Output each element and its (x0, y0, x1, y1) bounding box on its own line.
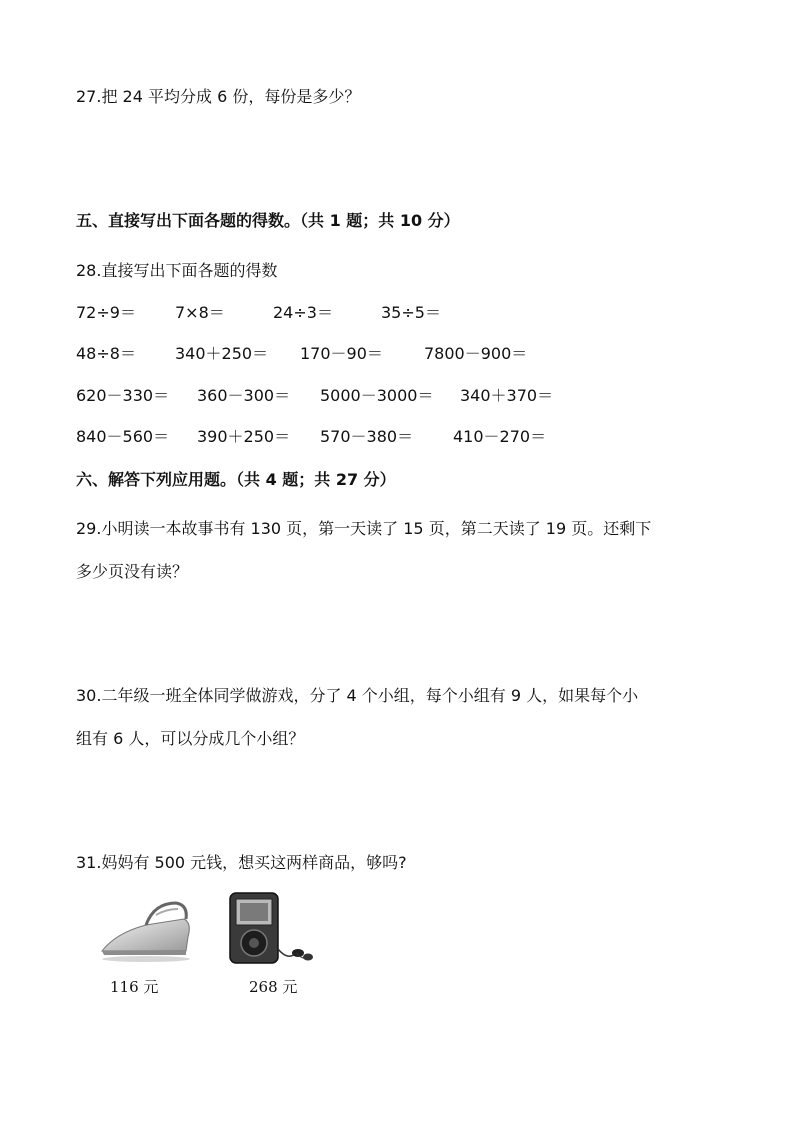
section-6-heading: 六、解答下列应用题。（共 4 题；共 27 分） (76, 470, 396, 489)
calc-item: 48÷8＝ (76, 344, 136, 363)
calc-item: 340＋370＝ (460, 386, 554, 405)
question-30-line-1: 30.二年级一班全体同学做游戏，分了 4 个小组，每个小组有 9 人，如果每个小 (76, 686, 639, 705)
mp3-player-price: 268 元 (249, 978, 298, 996)
calc-item: 5000－3000＝ (320, 386, 434, 405)
calc-item: 360－300＝ (197, 386, 291, 405)
calc-item: 7×8＝ (175, 303, 225, 322)
question-30-line-2: 组有 6 人，可以分成几个小组？ (76, 729, 305, 748)
calc-item: 170－90＝ (300, 344, 383, 363)
question-29-line-1: 29.小明读一本故事书有 130 页，第一天读了 15 页，第二天读了 19 页。还剩下 (76, 519, 652, 538)
calc-item: 620－330＝ (76, 386, 170, 405)
section-5-heading: 五、直接写出下面各题的得数。（共 1 题；共 10 分） (76, 211, 460, 230)
calc-item: 35÷5＝ (381, 303, 441, 322)
calc-item: 410－270＝ (453, 427, 547, 446)
mp3-player-icon (226, 891, 316, 967)
iron-icon (96, 893, 196, 963)
calc-item: 570－380＝ (320, 427, 414, 446)
question-31: 31.妈妈有 500 元钱，想买这两样商品，够吗? (76, 853, 407, 872)
question-29-line-2: 多少页没有读？ (76, 562, 189, 581)
calc-item: 72÷9＝ (76, 303, 136, 322)
question-27: 27.把 24 平均分成 6 份，每份是多少？ (76, 87, 361, 106)
calc-item: 390＋250＝ (197, 427, 291, 446)
calc-item: 840－560＝ (76, 427, 170, 446)
calc-item: 340＋250＝ (175, 344, 269, 363)
calc-item: 24÷3＝ (273, 303, 333, 322)
calc-item: 7800－900＝ (424, 344, 528, 363)
question-28: 28.直接写出下面各题的得数 (76, 261, 278, 280)
iron-price: 116 元 (110, 978, 159, 996)
